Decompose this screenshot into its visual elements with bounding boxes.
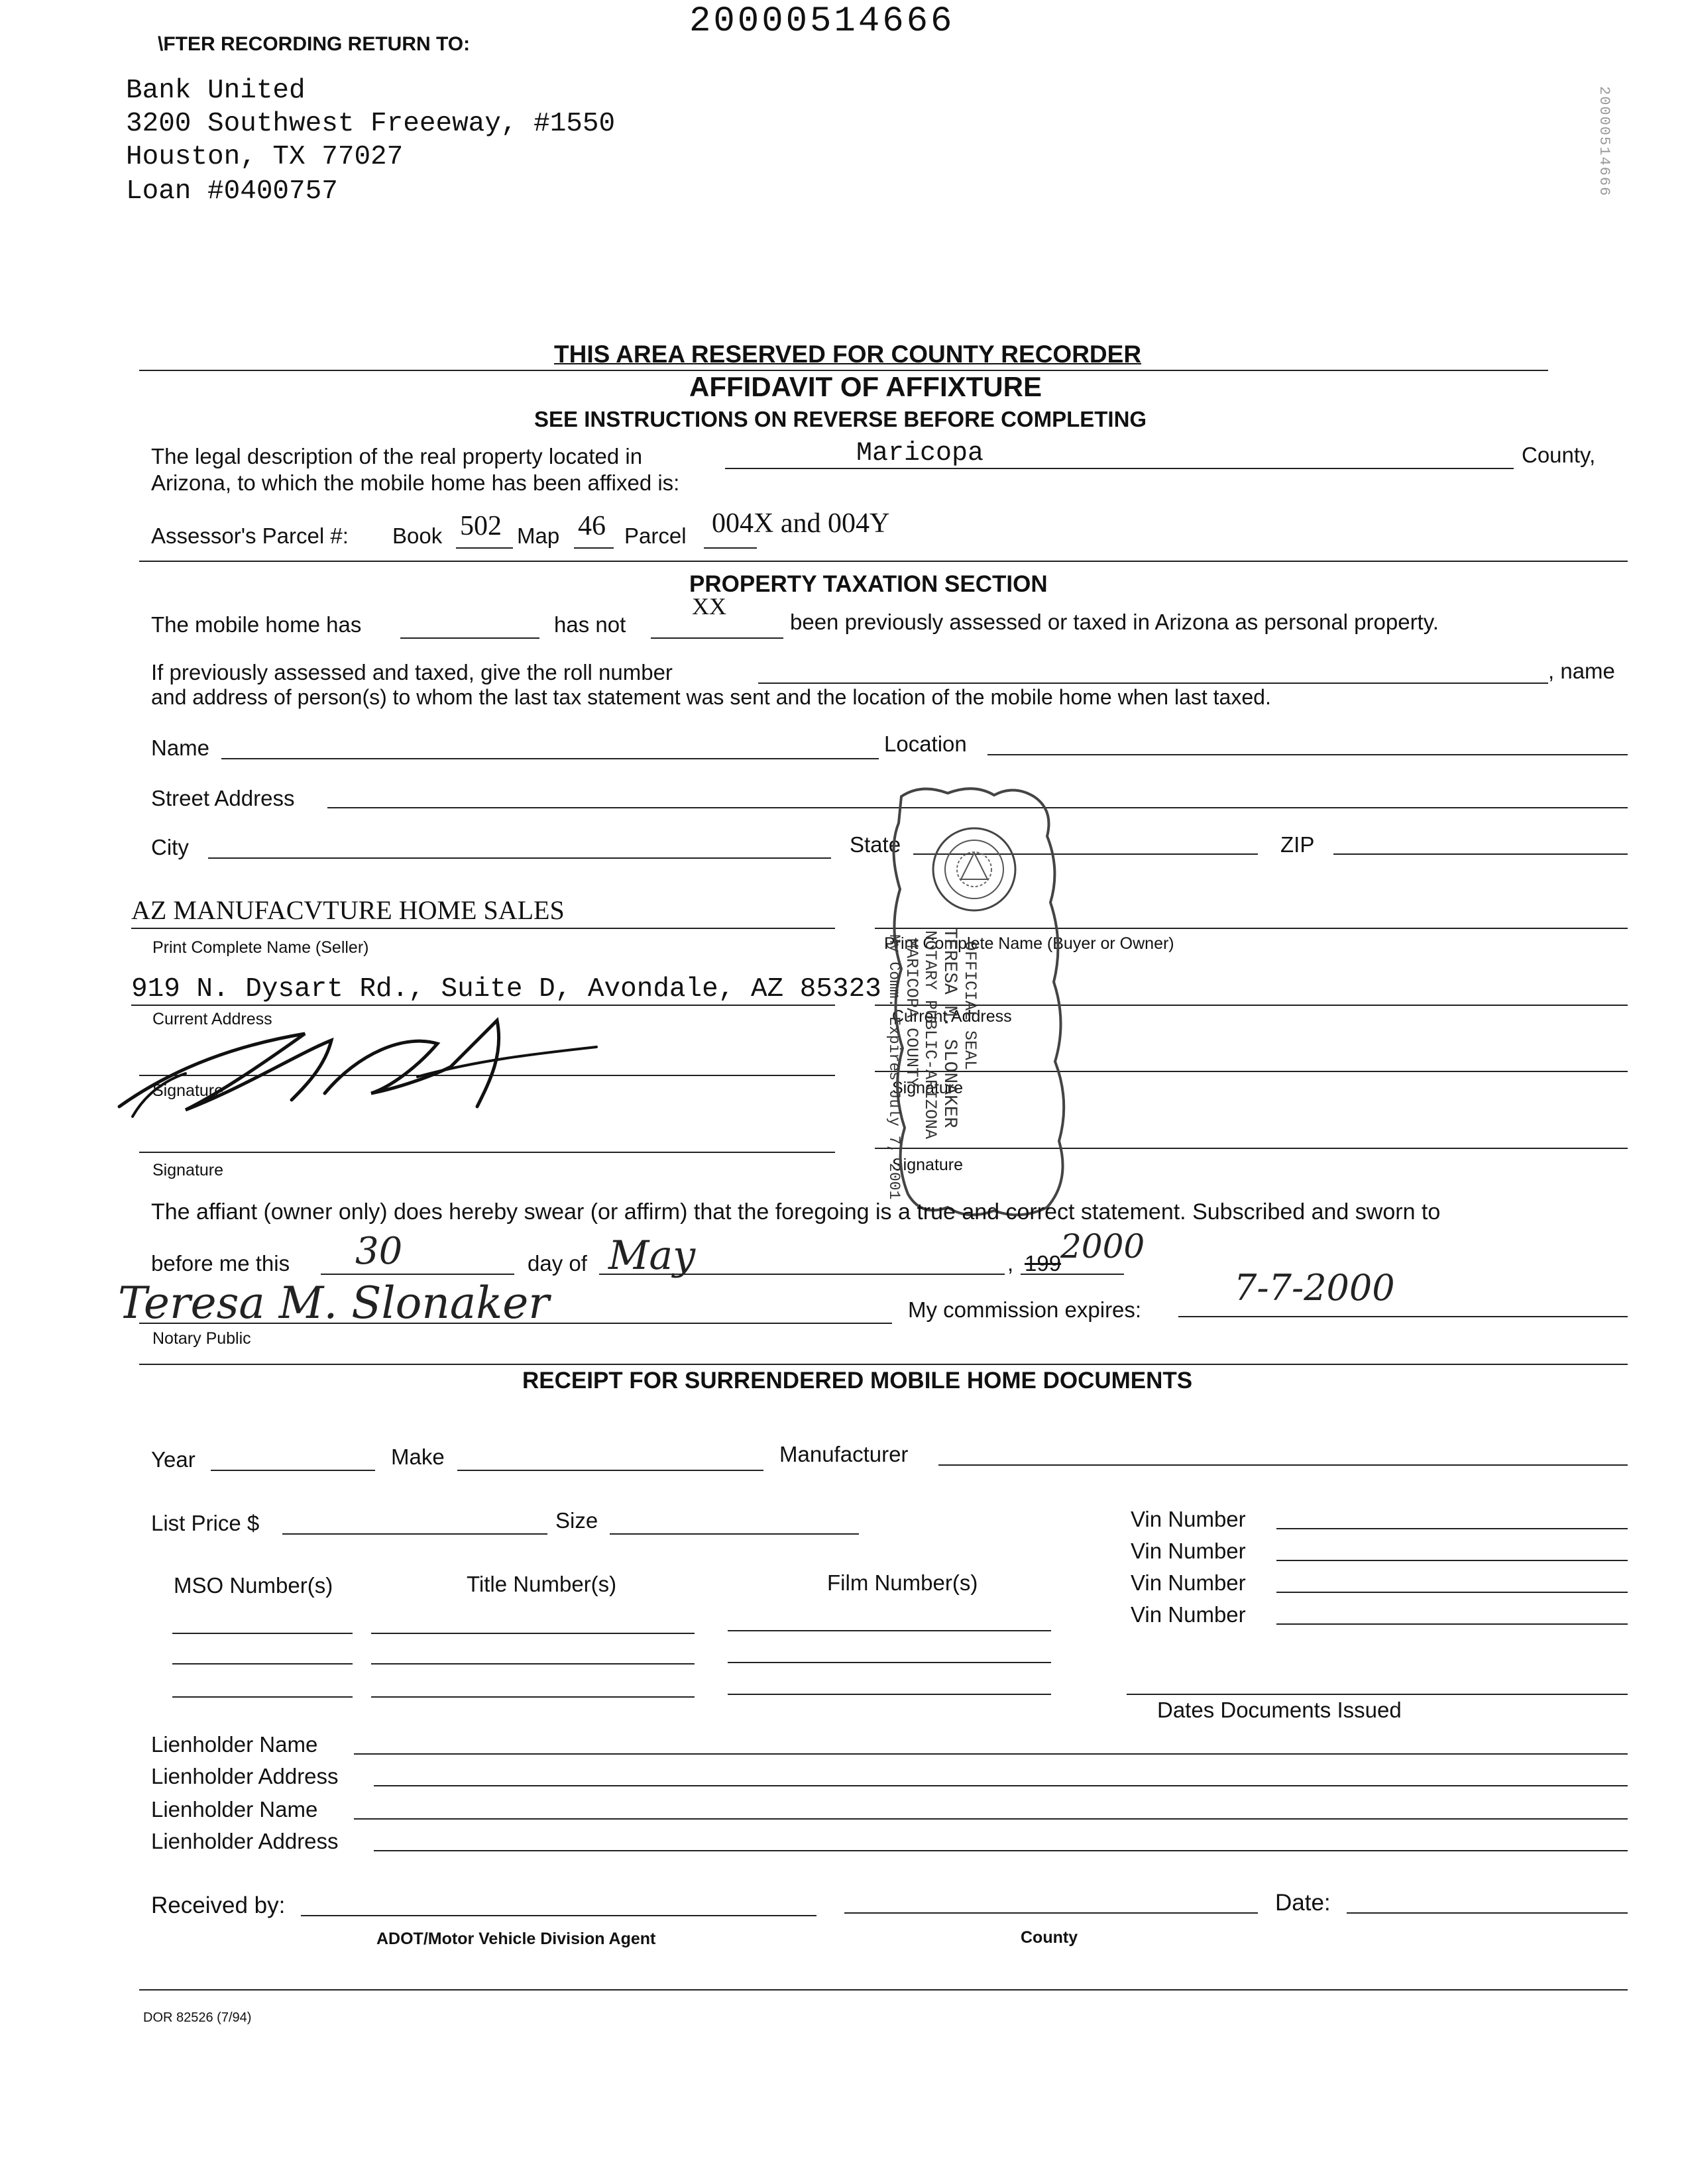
- mso-number-label: MSO Number(s): [174, 1573, 333, 1598]
- seller-signature-scribble: [106, 994, 623, 1126]
- lienholder-name-input-line-2[interactable]: [354, 1818, 1628, 1820]
- lienholder-name-label-2: Lienholder Name: [151, 1797, 318, 1822]
- year-comma: ,: [1007, 1251, 1014, 1276]
- parcel-word: Parcel: [624, 523, 687, 548]
- county-label: County,: [1522, 443, 1596, 467]
- map-value: 46: [578, 511, 606, 541]
- seller-name-field-line: [131, 928, 835, 929]
- notary-seal-line4: MARICOPA COUNTY: [902, 938, 921, 1088]
- year-input-line[interactable]: [211, 1470, 375, 1471]
- lienholder-address-input-line-1[interactable]: [374, 1785, 1628, 1786]
- buyer-signature-label-2: Signature: [892, 1156, 964, 1174]
- county-value: Maricopa: [856, 439, 984, 468]
- book-value: 502: [460, 511, 502, 541]
- has-label: The mobile home has: [151, 612, 362, 637]
- seller-signature-line-2: [139, 1152, 835, 1153]
- has-not-value: XX: [692, 593, 726, 620]
- previously-assessed-text: been previously assessed or taxed in Arizona as personal property.: [790, 610, 1439, 634]
- manufacturer-label: Manufacturer: [779, 1442, 909, 1466]
- list-price-input-line[interactable]: [282, 1533, 547, 1535]
- has-not-field-line: [651, 637, 783, 639]
- notary-seal-line1: OFFICIAL SEAL: [960, 941, 980, 1071]
- year-field-line: [1021, 1274, 1124, 1275]
- lienholder-name-label-1: Lienholder Name: [151, 1732, 318, 1757]
- return-to-line3: Houston, TX 77027: [126, 142, 404, 172]
- bottom-rule: [139, 1989, 1628, 1991]
- roll-number-text: If previously assessed and taxed, give the roll number: [151, 660, 673, 684]
- instructions-note: SEE INSTRUCTIONS ON REVERSE BEFORE COMPLETING: [534, 407, 1147, 431]
- commission-expires-value: 7-7-2000: [1234, 1267, 1395, 1309]
- street-address-label: Street Address: [151, 786, 295, 810]
- form-code: DOR 82526 (7/94): [143, 2010, 252, 2025]
- seller-signature-label-1: Signature: [152, 1081, 224, 1100]
- vin-input-line-3[interactable]: [1276, 1592, 1628, 1593]
- seller-current-address-label: Current Address: [152, 1010, 272, 1028]
- year-value: 2000: [1060, 1227, 1145, 1266]
- title-number-label: Title Number(s): [467, 1572, 617, 1596]
- month-value: May: [608, 1232, 696, 1279]
- notary-seal-line2: TERESA M. SLONAKER: [939, 928, 960, 1128]
- legal-description-text: The legal description of the real property located in: [151, 444, 643, 468]
- year-label: Year: [151, 1447, 196, 1472]
- receipt-rule: [139, 1364, 1628, 1365]
- lienholder-address-input-line-2[interactable]: [374, 1850, 1628, 1851]
- commission-field-line: [1178, 1316, 1628, 1317]
- notary-public-label: Notary Public: [152, 1329, 251, 1348]
- dates-issued-input-line[interactable]: [1127, 1694, 1628, 1695]
- parcel-value: 004X and 004Y: [712, 508, 890, 539]
- seller-name-label: Print Complete Name (Seller): [152, 938, 369, 957]
- year-struck: 199: [1025, 1251, 1062, 1276]
- notary-signature: Teresa M. Slonaker: [118, 1278, 549, 1329]
- state-label: State: [850, 832, 901, 857]
- buyer-name-label: Print Complete Name (Buyer or Owner): [884, 934, 1174, 953]
- mso-input-line-1[interactable]: [172, 1633, 353, 1634]
- map-field-line: [574, 547, 614, 549]
- film-input-line-1[interactable]: [728, 1630, 1051, 1631]
- vin-input-line-1[interactable]: [1276, 1528, 1628, 1529]
- make-label: Make: [391, 1445, 445, 1469]
- mso-input-line-3[interactable]: [172, 1696, 353, 1698]
- oath-text: The affiant (owner only) does hereby swear (or affirm) that the foregoing is a true and correct statement. Subscribed and sworn to: [151, 1199, 1441, 1225]
- film-input-line-2[interactable]: [728, 1662, 1051, 1663]
- location-label: Location: [884, 732, 967, 756]
- taxation-heading: PROPERTY TAXATION SECTION: [689, 571, 1048, 597]
- county-field-line: [725, 468, 1514, 469]
- date-label: Date:: [1275, 1890, 1331, 1916]
- notary-signature-line: [139, 1323, 892, 1324]
- mso-input-line-2[interactable]: [172, 1663, 353, 1665]
- vin-label-3: Vin Number: [1131, 1570, 1246, 1595]
- list-price-label: List Price $: [151, 1511, 260, 1535]
- roll-number-field-line: [758, 682, 1548, 684]
- return-to-line4: Loan #0400757: [126, 176, 338, 207]
- size-input-line[interactable]: [610, 1533, 859, 1535]
- has-not-label: has not: [554, 612, 626, 637]
- make-input-line[interactable]: [457, 1470, 763, 1471]
- buyer-signature-label-1: Signature: [892, 1079, 964, 1097]
- book-field-line: [456, 547, 513, 549]
- received-by-county-line[interactable]: [844, 1912, 1258, 1914]
- seller-name-value: AZ MANUFACVTURE HOME SALES: [131, 895, 565, 925]
- receipt-heading: RECEIPT FOR SURRENDERED MOBILE HOME DOCUMENTS: [522, 1368, 1193, 1393]
- seller-signature-label-2: Signature: [152, 1161, 224, 1179]
- vin-label-4: Vin Number: [1131, 1602, 1246, 1627]
- city-field-line: [208, 857, 831, 859]
- manufacturer-input-line[interactable]: [938, 1464, 1628, 1466]
- agent-label: ADOT/Motor Vehicle Division Agent: [376, 1930, 656, 1948]
- before-me-label: before me this: [151, 1251, 290, 1276]
- vin-input-line-4[interactable]: [1276, 1623, 1628, 1625]
- vin-label-1: Vin Number: [1131, 1507, 1246, 1531]
- zip-label: ZIP: [1280, 832, 1315, 857]
- notary-seal-line3: NOTARY PUBLIC-ARIZONA: [921, 930, 940, 1140]
- size-label: Size: [555, 1508, 598, 1533]
- zip-field-line: [1333, 853, 1628, 855]
- city-label: City: [151, 835, 189, 859]
- section-rule: [139, 561, 1628, 562]
- title-input-line-1[interactable]: [371, 1633, 695, 1634]
- seller-address-value: 919 N. Dysart Rd., Suite D, Avondale, AZ 85323: [131, 974, 881, 1005]
- notary-seal-line5: My Comm. Expires July 7, 2001: [885, 934, 903, 1200]
- day-field-line: [321, 1274, 514, 1275]
- name-label: Name: [151, 736, 210, 760]
- return-to-line2: 3200 Southwest Freeeway, #1550: [126, 109, 616, 139]
- parcel-label: Assessor's Parcel #:: [151, 523, 349, 548]
- received-by-agent-line[interactable]: [301, 1915, 816, 1916]
- title-input-line-3[interactable]: [371, 1696, 695, 1698]
- film-input-line-3[interactable]: [728, 1694, 1051, 1695]
- commission-expires-label: My commission expires:: [908, 1297, 1142, 1322]
- form-title: AFFIDAVIT OF AFFIXTURE: [689, 371, 1042, 402]
- day-of-label: day of: [528, 1251, 587, 1276]
- buyer-current-address-label: Current Address: [892, 1007, 1012, 1026]
- map-label: Map: [517, 523, 560, 548]
- side-recording-stamp: 20000514666: [1596, 86, 1612, 197]
- roll-number-text-2: and address of person(s) to whom the last tax statement was sent and the location of the mobile home when last taxed.: [151, 685, 1271, 709]
- lienholder-address-label-1: Lienholder Address: [151, 1764, 339, 1788]
- lienholder-address-label-2: Lienholder Address: [151, 1829, 339, 1853]
- vin-label-2: Vin Number: [1131, 1539, 1246, 1563]
- document-number: 20000514666: [689, 1, 955, 42]
- legal-description-text-2: Arizona, to which the mobile home has been affixed is:: [151, 470, 680, 495]
- film-number-label: Film Number(s): [827, 1570, 978, 1595]
- date-input-line[interactable]: [1347, 1912, 1628, 1914]
- name-field-line: [221, 758, 879, 759]
- county-recorder-area-label: THIS AREA RESERVED FOR COUNTY RECORDER: [554, 341, 1142, 368]
- return-to-heading: \FTER RECORDING RETURN TO:: [158, 33, 471, 55]
- parcel-field-line: [704, 547, 757, 549]
- county-sublabel: County: [1021, 1928, 1078, 1947]
- day-value: 30: [355, 1230, 403, 1273]
- book-label: Book: [392, 523, 443, 548]
- received-by-label: Received by:: [151, 1892, 286, 1918]
- name-suffix: , name: [1548, 659, 1615, 683]
- vin-input-line-2[interactable]: [1276, 1560, 1628, 1561]
- title-input-line-2[interactable]: [371, 1663, 695, 1665]
- has-field-line: [400, 637, 539, 639]
- lienholder-name-input-line-1[interactable]: [354, 1753, 1628, 1755]
- return-to-line1: Bank United: [126, 76, 306, 106]
- location-field-line: [987, 754, 1628, 755]
- month-field-line: [599, 1274, 1005, 1275]
- dates-issued-label: Dates Documents Issued: [1157, 1698, 1402, 1722]
